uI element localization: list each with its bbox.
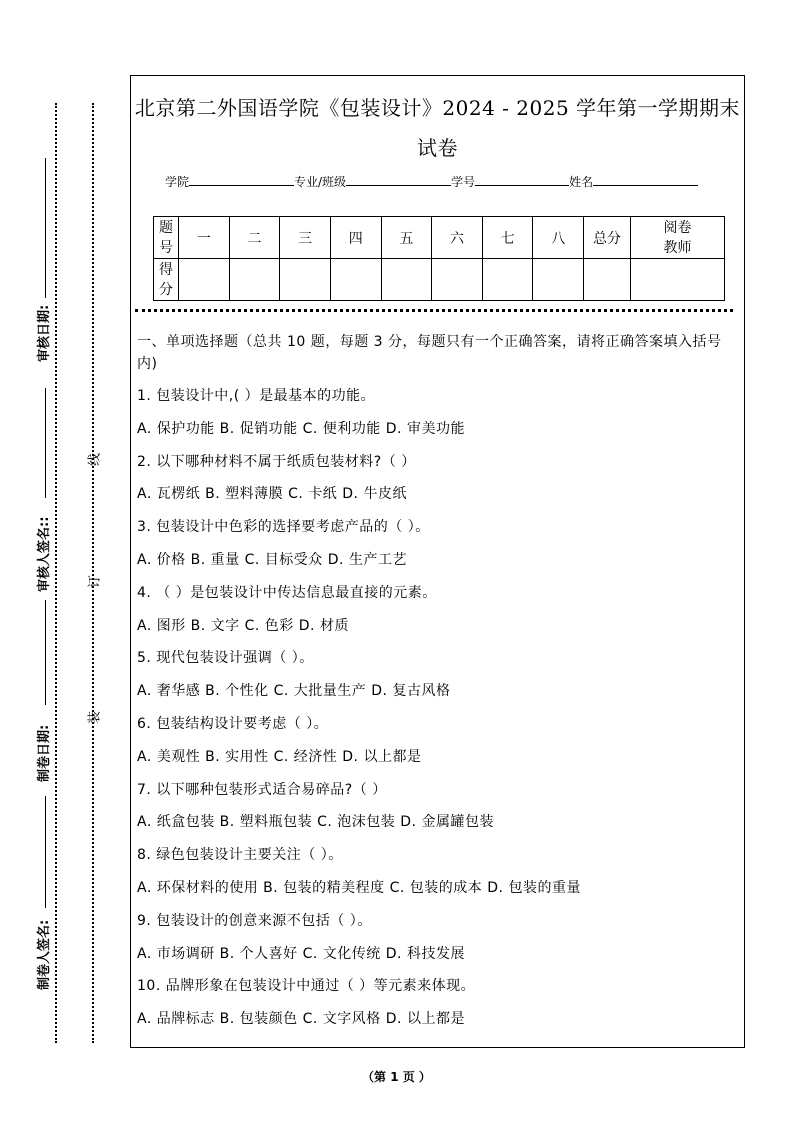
reviewer-sign-label: 审核人签名:: — [37, 516, 52, 592]
score-cell-total[interactable] — [584, 259, 631, 301]
section-1-content — [137, 331, 737, 1041]
score-cell-grader[interactable] — [631, 259, 725, 301]
review-date-line — [45, 158, 46, 298]
question-4-options: A. 图形 B. 文字 C. 色彩 D. 材质 — [137, 617, 349, 634]
question-10-options: A. 品牌标志 B. 包装颜色 C. 文字风格 D. 以上都是 — [137, 1011, 465, 1028]
dotted-cut-line-outer — [55, 103, 57, 1043]
score-cell-6[interactable] — [432, 259, 483, 301]
score-cell-2[interactable] — [229, 259, 280, 301]
row-label-score: 得分 — [154, 259, 179, 301]
section-1-title: 一、单项选择题（总共 10 题，每题 3 分，每题只有一个正确答案，请将正确答案填入括号内) — [137, 334, 722, 372]
col-1: 一 — [179, 217, 230, 259]
question-2-options: A. 瓦楞纸 B. 塑料薄膜 C. 卡纸 D. 牛皮纸 — [137, 486, 407, 503]
make-date-label: 制卷日期: — [37, 724, 52, 782]
make-date-line — [45, 600, 46, 705]
question-1-options: A. 保护功能 B. 促销功能 C. 便利功能 D. 审美功能 — [137, 420, 465, 437]
col-total: 总分 — [584, 217, 631, 259]
school-label: 学院 — [165, 175, 190, 189]
col-5: 五 — [381, 217, 432, 259]
exam-frame — [130, 75, 745, 1048]
school-field[interactable] — [189, 173, 294, 186]
question-1: 1. 包装设计中,( ）是最基本的功能。 — [137, 388, 376, 404]
score-table-score-row — [154, 259, 725, 301]
col-8: 八 — [533, 217, 584, 259]
score-cell-8[interactable] — [533, 259, 584, 301]
bind-ding-mark: 订 — [87, 575, 103, 589]
row-label-question-number: 题号 — [154, 217, 179, 259]
question-10: 10. 品牌形象在包装设计中通过（ ）等元素来体现。 — [137, 978, 476, 995]
col-grader: 阅卷教师 — [631, 217, 725, 259]
name-field[interactable] — [593, 173, 698, 186]
score-cell-5[interactable] — [381, 259, 432, 301]
student-info-row — [165, 173, 698, 190]
major-label: 专业/班级 — [294, 175, 347, 189]
bind-xian-mark: 线 — [87, 453, 103, 467]
maker-sign-line — [45, 796, 46, 908]
score-cell-3[interactable] — [280, 259, 331, 301]
col-2: 二 — [229, 217, 280, 259]
exam-title-line2: 试卷 — [417, 136, 458, 160]
col-7: 七 — [482, 217, 533, 259]
question-8: 8. 绿色包装设计主要关注（ ）。 — [137, 847, 343, 864]
review-date-label: 审核日期: — [37, 304, 52, 362]
major-field[interactable] — [346, 173, 451, 186]
score-cell-1[interactable] — [179, 259, 230, 301]
question-4: 4. （ ）是包装设计中传达信息最直接的元素。 — [137, 584, 437, 601]
question-6-options: A. 美观性 B. 实用性 C. 经济性 D. 以上都是 — [137, 748, 422, 765]
score-table-header-row — [154, 217, 725, 259]
score-cell-7[interactable] — [482, 259, 533, 301]
id-label: 学号 — [451, 175, 476, 189]
question-3-options: A. 价格 B. 重量 C. 目标受众 D. 生产工艺 — [137, 551, 407, 568]
maker-sign-label: 制卷人签名: — [37, 919, 52, 990]
bind-zhuang-mark: 装 — [87, 711, 103, 725]
question-5: 5. 现代包装设计强调（ ）。 — [137, 650, 314, 667]
reviewer-sign-line — [45, 388, 46, 498]
col-4: 四 — [330, 217, 381, 259]
score-table — [153, 216, 725, 301]
question-list — [137, 385, 737, 1041]
name-label: 姓名 — [569, 175, 594, 189]
question-3: 3. 包装设计中色彩的选择要考虑产品的（ ）。 — [137, 519, 430, 536]
question-2: 2. 以下哪种材料不属于纸质包装材料?（ ） — [137, 453, 416, 470]
col-3: 三 — [280, 217, 331, 259]
question-7-options: A. 纸盒包装 B. 塑料瓶包装 C. 泡沫包装 D. 金属罐包装 — [137, 814, 494, 831]
question-8-options: A. 环保材料的使用 B. 包装的精美程度 C. 包装的成本 D. 包装的重量 — [137, 879, 581, 896]
col-6: 六 — [432, 217, 483, 259]
question-9: 9. 包装设计的创意来源不包括（ ）。 — [137, 912, 372, 929]
question-9-options: A. 市场调研 B. 个人喜好 C. 文化传统 D. 科技发展 — [137, 945, 465, 962]
question-7: 7. 以下哪种包装形式适合易碎品?（ ） — [137, 781, 387, 798]
score-cell-4[interactable] — [330, 259, 381, 301]
page-number: （第 1 页 ） — [362, 1070, 431, 1084]
exam-title-line1: 北京第二外国语学院《包装设计》2024 - 2025 学年第一学期期末 — [134, 96, 741, 120]
question-5-options: A. 奢华感 B. 个性化 C. 大批量生产 D. 复古风格 — [137, 683, 451, 700]
question-6: 6. 包装结构设计要考虑（ ）。 — [137, 715, 329, 732]
exam-title — [131, 88, 744, 168]
dotted-separator — [135, 309, 733, 312]
student-id-field[interactable] — [475, 173, 569, 186]
